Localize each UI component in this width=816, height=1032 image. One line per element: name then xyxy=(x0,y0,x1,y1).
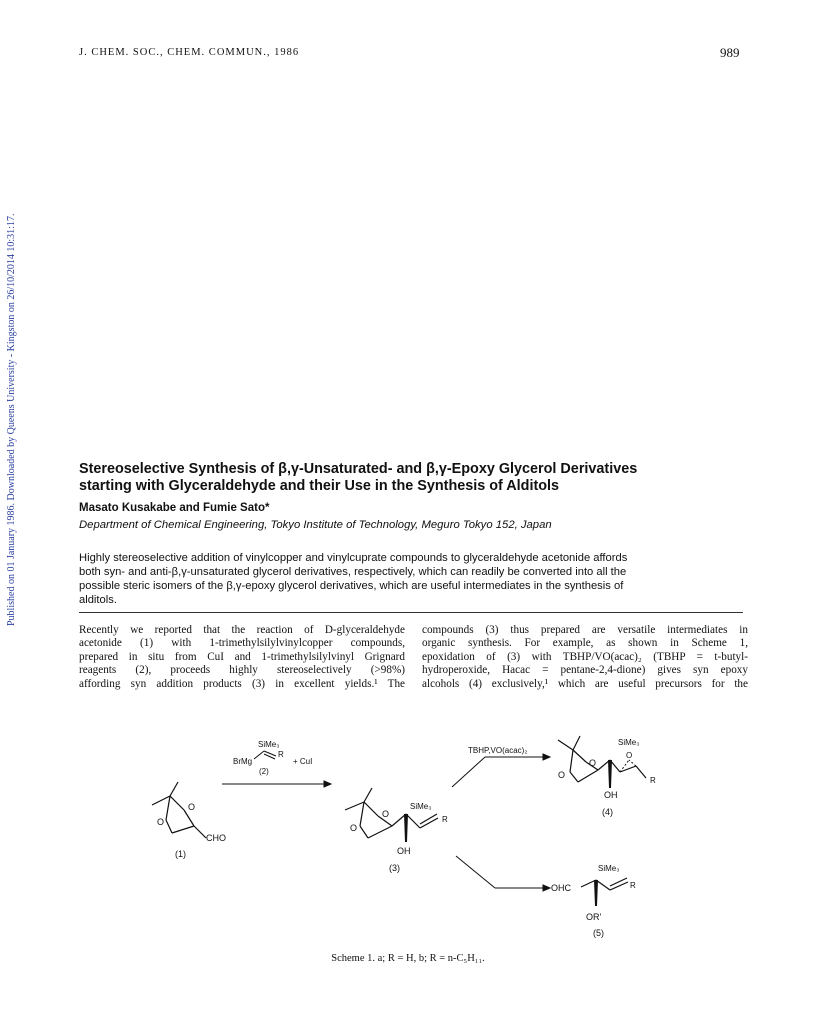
copper-iodide: + CuI xyxy=(293,757,313,766)
grignard-structure xyxy=(254,751,276,759)
ring-oxygen: O xyxy=(382,809,390,819)
scheme-caption: Scheme 1. a; R = H, b; R = n-C₅H₁₁. xyxy=(331,953,485,964)
page-number: 989 xyxy=(720,45,740,60)
ring-oxygen: O xyxy=(558,770,566,780)
compound-4-hydroxyl: OH xyxy=(604,790,618,800)
compound-1 xyxy=(152,782,206,838)
abstract-line: both syn- and anti-β,γ-unsaturated glycerol derivatives, respectively, which can readily be converted into all the xyxy=(79,565,627,578)
grignard-r: R xyxy=(278,750,284,759)
compound-3-sime3: SiMe₃ xyxy=(410,802,432,811)
ring-oxygen: O xyxy=(188,802,196,812)
compound-3-label: (3) xyxy=(389,863,400,873)
grignard-brmg: BrMg xyxy=(233,757,253,766)
compound-3-hydroxyl: OH xyxy=(397,846,411,856)
reaction-arrow-1 xyxy=(222,781,331,787)
compound-5-label: (5) xyxy=(593,928,604,938)
aldehyde-group: CHO xyxy=(206,833,226,843)
body-column-left xyxy=(79,624,405,691)
body-line: acetonide (1) with 1-trimethylsilylvinylcopper compounds, xyxy=(79,637,405,650)
authors: Masato Kusakabe and Fumie Sato* xyxy=(79,502,270,514)
section-divider xyxy=(79,612,743,613)
body-line: alcohols (4) exclusively,¹ which are useful precursors for the xyxy=(422,677,748,690)
body-column-right xyxy=(422,624,748,691)
body-line: epoxidation of (3) with TBHP/VO(acac)₂ (TBHP = t-butyl- xyxy=(422,650,748,663)
reaction-arrow-3 xyxy=(456,856,550,891)
compound-1-label: (1) xyxy=(175,849,186,859)
download-notice[interactable]: Published on 01 January 1986. Downloaded by Queens University - Kingston on 26/10/2014 10:31:17. xyxy=(6,213,17,626)
compound-5-r: R xyxy=(630,881,636,890)
epoxide-oxygen: O xyxy=(626,751,633,760)
compound-3-r: R xyxy=(442,815,448,824)
body-line: prepared in situ from CuI and 1-trimethylsilylvinyl Grignard xyxy=(79,650,405,663)
title-line-1: Stereoselective Synthesis of β,γ-Unsaturated- and β,γ-Epoxy Glycerol Derivatives xyxy=(79,461,638,477)
compound-4-label: (4) xyxy=(602,807,613,817)
grignard-sime3: SiMe₃ xyxy=(258,740,280,749)
wedge-bond xyxy=(594,880,598,906)
compound-5 xyxy=(581,878,628,890)
aldehyde-group: OHC xyxy=(551,883,571,893)
ring-oxygen: O xyxy=(589,758,597,768)
body-line: hydroperoxide, Hacac = pentane-2,4-dione) gives syn epoxy xyxy=(422,664,748,677)
compound-5-sime3: SiMe₃ xyxy=(598,864,620,873)
journal-header: J. CHEM. SOC., CHEM. COMMUN., 1986 xyxy=(79,47,300,58)
body-line: organic synthesis. For example, as shown in Scheme 1, xyxy=(422,637,748,650)
epoxide-bonds xyxy=(620,760,636,772)
body-line: reagents (2), proceeds highly stereoselectively (>98%) xyxy=(79,664,405,677)
body-line: affording syn addition products (3) in excellent yields.¹ The xyxy=(79,677,405,690)
abstract-line: alditols. xyxy=(79,593,117,606)
article-title xyxy=(79,461,759,494)
wedge-bond xyxy=(608,760,612,788)
grignard-label: (2) xyxy=(259,767,269,776)
compound-4-sime3: SiMe₃ xyxy=(618,738,640,747)
wedge-bond xyxy=(404,814,408,842)
title-line-2: starting with Glyceraldehyde and their Use in the Synthesis of Alditols xyxy=(79,477,560,494)
compound-3 xyxy=(345,788,438,838)
abstract xyxy=(79,552,745,608)
compound-5-ether: OR' xyxy=(586,912,602,922)
ring-oxygen: O xyxy=(350,823,358,833)
reaction-scheme xyxy=(130,730,730,945)
abstract-line: Highly stereoselective addition of vinylcopper and vinylcuprate compounds to glyceraldehyde acetonide affords xyxy=(79,552,628,564)
abstract-line: possible steric isomers of the β,γ-epoxy glycerol derivatives, which are useful intermediates in the synthesis of xyxy=(79,579,624,592)
body-line: compounds (3) thus prepared are versatile intermediates in xyxy=(422,624,748,636)
compound-4-r: R xyxy=(650,776,656,785)
reaction-arrow-2 xyxy=(452,754,550,787)
body-line: Recently we reported that the reaction of D-glyceraldehyde xyxy=(79,624,405,636)
epoxidation-reagent: TBHP,VO(acac)₂ xyxy=(468,746,528,755)
affiliation: Department of Chemical Engineering, Tokyo Institute of Technology, Meguro Tokyo 152, Japan xyxy=(79,519,552,531)
ring-oxygen: O xyxy=(157,817,165,827)
